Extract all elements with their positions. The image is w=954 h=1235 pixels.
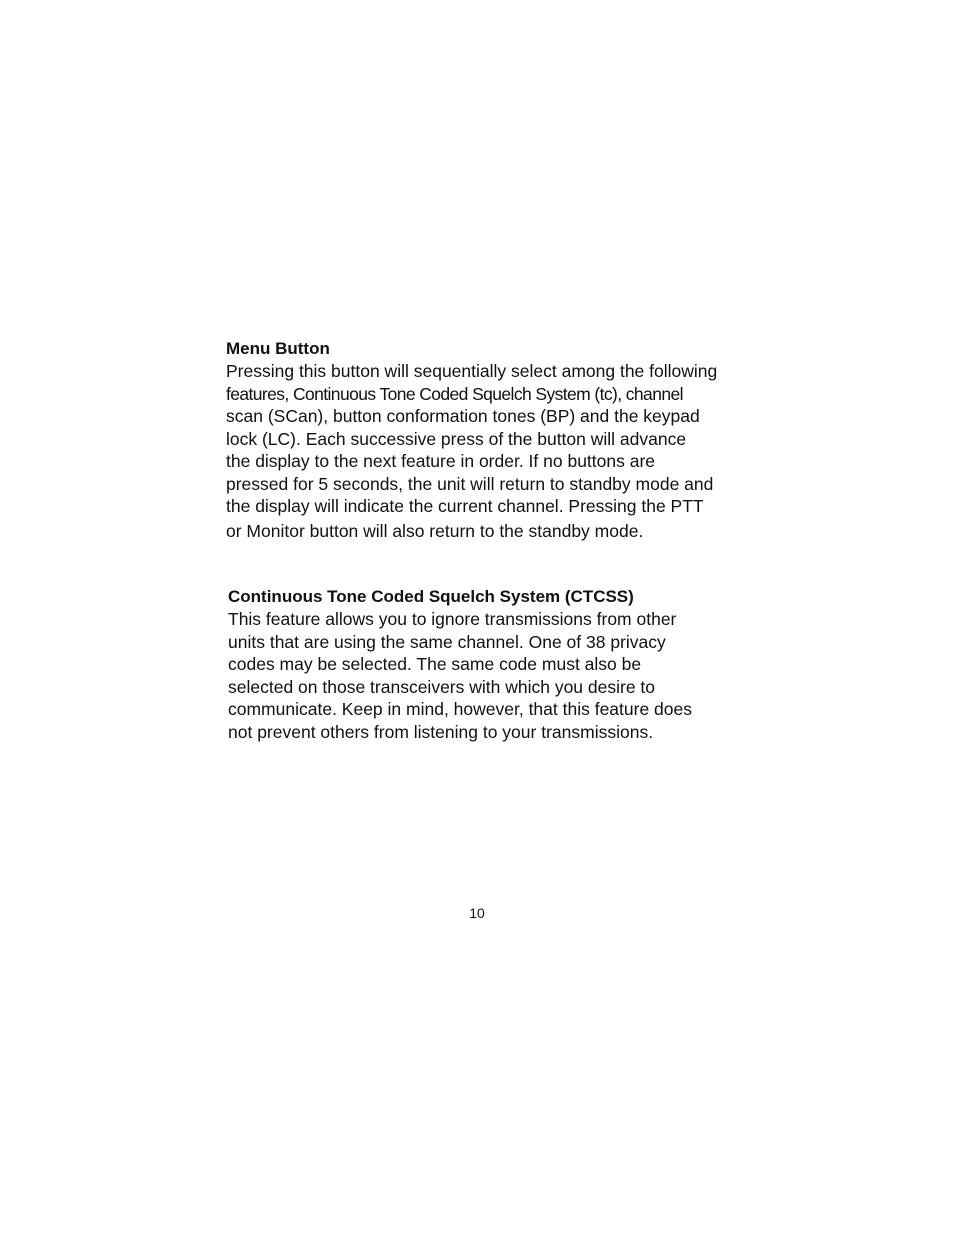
menu-button-text-line: the display will indicate the current channel. Pressing the PTT — [226, 496, 704, 516]
menu-button-text-line: Pressing this button will sequentially select among the following — [226, 361, 718, 381]
menu-button-text-line: pressed for 5 seconds, the unit will return to standby mode and — [226, 473, 714, 494]
menu-button-text-line: scan (SCan), button conformation tones (BP) and the keypad — [226, 406, 700, 426]
menu-button-text-line: or Monitor button will also return to the standby mode. — [226, 520, 644, 541]
page-number: 10 — [469, 905, 485, 921]
ctcss-text-line: not prevent others from listening to your transmissions. — [228, 721, 654, 742]
ctcss-text-line: units that are using the same channel. One of 38 privacy — [228, 631, 666, 652]
ctcss-heading: Continuous Tone Coded Squelch System (CTCSS) — [228, 587, 634, 606]
menu-button-text-line: features, Continuous Tone Coded Squelch System (tc), channel — [226, 383, 683, 404]
ctcss-text-line: codes may be selected. The same code must also be — [228, 654, 642, 674]
menu-button-text-line: lock (LC). Each successive press of the button will advance — [226, 428, 687, 449]
menu-button-heading: Menu Button — [226, 339, 330, 358]
menu-button-section — [226, 338, 746, 542]
ctcss-text-line: This feature allows you to ignore transmissions from other — [228, 609, 677, 629]
ctcss-text-line: communicate. Keep in mind, however, that this feature does — [228, 699, 693, 719]
menu-button-text-line: the display to the next feature in order. If no buttons are — [226, 451, 656, 471]
ctcss-section — [228, 586, 748, 743]
ctcss-text-line: selected on those transceivers with which you desire to — [228, 676, 656, 697]
